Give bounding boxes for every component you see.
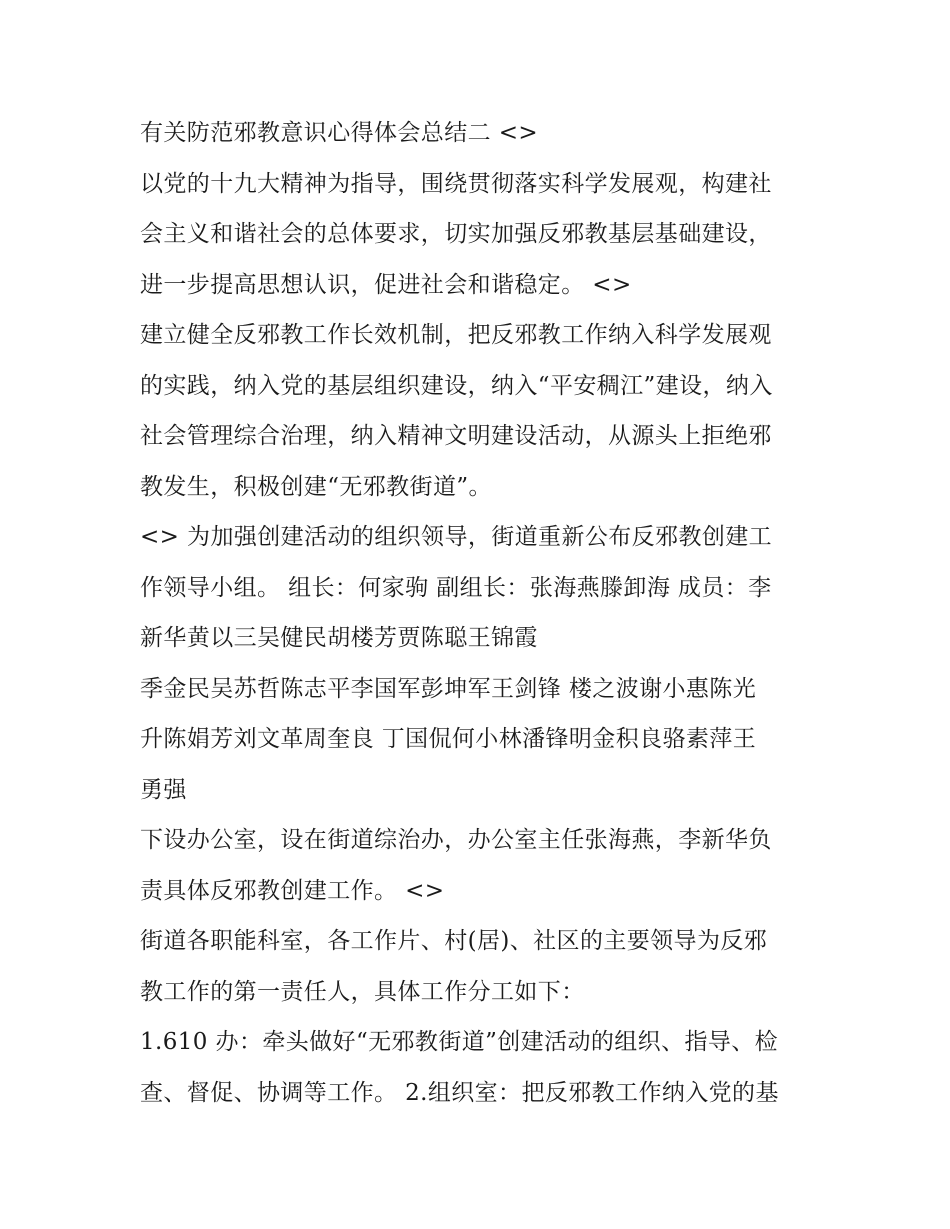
text-line: 升陈娟芳刘文革周奎良 丁国侃何小林潘锋明金积良骆素萍王 (140, 726, 757, 752)
document-title: 有关防范邪教意识心得体会总结二 <> (140, 120, 539, 146)
text-line: 教工作的第一责任人，具体工作分工如下： (140, 978, 585, 1005)
text-line: 会主义和谐社会的总体要求，切实加强反邪教基层基础建设， (140, 221, 772, 247)
text-line: 责具体反邪教创建工作。 <> (140, 877, 445, 904)
text-line: 社会管理综合治理，纳入精神文明建设活动，从源头上拒绝邪 (140, 423, 772, 449)
text-line: 1.610 办：牵头做好“无邪教街道”创建活动的组织、指导、检 (140, 1029, 779, 1055)
text-line: 勇强 (140, 776, 187, 803)
text-line: 季金民吴苏哲陈志平李国军彭坤军王剑锋 楼之波谢小惠陈光 (140, 675, 757, 702)
text-line: 建立健全反邪教工作长效机制，把反邪教工作纳入科学发展观 (140, 322, 772, 348)
text-line: 新华黄以三吴健民胡楼芳贾陈聪王锦霞 (140, 625, 538, 651)
text-line: 街道各职能科室，各工作片、村(居)、社区的主要领导为反邪 (140, 928, 768, 954)
text-line: 教发生，积极创建“无邪教街道”。 (140, 473, 492, 500)
document-body (140, 108, 820, 1118)
text-line: 作领导小组。 组长：何家驹 副组长：张海燕滕卸海 成员：李 (140, 574, 772, 601)
text-line: 下设办公室，设在街道综治办，办公室主任张海燕，李新华负 (140, 827, 772, 853)
text-line: 的实践，纳入党的基层组织建设，纳入“平安稠江”建设，纳入 (140, 372, 773, 399)
text-line: <> 为加强创建活动的组织领导，街道重新公布反邪教创建工 (140, 524, 773, 550)
text-line: 进一步提高思想认识，促进社会和谐稳定。 <> (140, 271, 632, 298)
text-line: 查、督促、协调等工作。 2.组织室：把反邪教工作纳入党的基 (140, 1079, 779, 1106)
text-line: 以党的十九大精神为指导，围绕贯彻落实科学发展观，构建社 (140, 170, 772, 197)
